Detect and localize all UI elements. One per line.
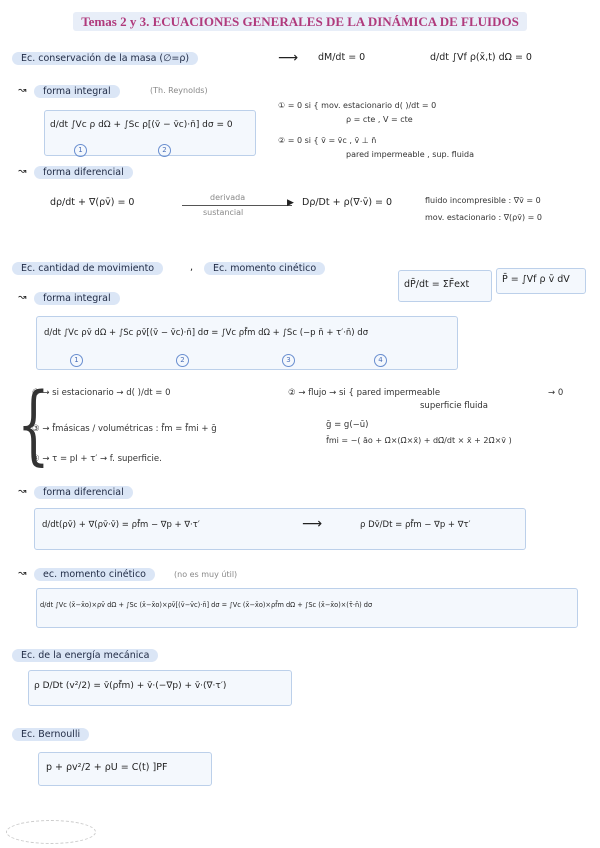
bullet-icon: ↝	[18, 85, 27, 96]
cond-2: ② → flujo → si { pared impermeable	[288, 388, 441, 398]
cond-3a: ḡ = g(−ū)	[326, 420, 369, 430]
mass-cond2a: ② = 0 si { v̄ = v̄c , v̄ ⊥ n̄	[278, 136, 377, 145]
momentum-sep: ,	[190, 262, 194, 273]
bullet-icon: ↝	[18, 486, 27, 497]
energy-heading: Ec. de la energía mecánica	[12, 649, 158, 662]
term-2-badge: 2	[176, 354, 189, 367]
long-arrow-line	[182, 205, 292, 206]
cond-1: ① → si estacionario → d( )/dt = 0	[32, 388, 171, 398]
arrow-label-top: derivada	[210, 193, 246, 202]
arrow-icon: ⟶	[302, 516, 323, 532]
mass-diff-eq2: Dρ/Dt + ρ(∇·v̄) = 0	[302, 197, 393, 208]
momentum-diff-eq2: ρ Dv̄/Dt = ρf̄m − ∇p + ∇τ′	[360, 520, 471, 530]
bullet-icon: ↝	[18, 292, 27, 303]
arrow-icon: ⟶	[278, 50, 299, 66]
cond-2b: superficie fluida	[420, 401, 488, 411]
bernoulli-heading: Ec. Bernoulli	[12, 728, 89, 741]
kinetic-note: (no es muy útil)	[174, 570, 238, 579]
momentum-eq-box1: dP̄/dt = ΣF̄ext	[404, 279, 470, 290]
cond-4: ④ → τ = pI + τ′ → f. superficie.	[32, 454, 162, 464]
kinetic-label: ec. momento cinético	[34, 568, 155, 581]
mass-heading: Ec. conservación de la masa (∅=ρ)	[12, 52, 198, 65]
cond-3: ③ → f̄másicas / volumétricas : f̄m = f̄mi + ḡ	[32, 424, 217, 434]
term-2-badge: 2	[158, 144, 171, 157]
mass-cond1b: ρ = cte , V = cte	[346, 115, 413, 124]
mass-integral-note: (Th. Reynolds)	[150, 86, 208, 95]
cond-2c: → 0	[548, 388, 564, 398]
long-arrow-head-icon: ▶	[287, 198, 294, 208]
term-1-badge: 1	[70, 354, 83, 367]
term-4-badge: 4	[374, 354, 387, 367]
term-1-badge: 1	[74, 144, 87, 157]
momentum-diff-label: forma diferencial	[34, 486, 133, 499]
momentum-integral-eq: d/dt ∫Vc ρv̄ dΩ + ∫Sc ρv̄[(v̄ − v̄c)·n̄] dσ = ∫Vc ρf̄m dΩ + ∫Sc (−p n̄ + τ′·n̄) dσ	[44, 328, 369, 338]
mass-cond1a: ① = 0 si { mov. estacionario d( )/dt = 0	[278, 101, 437, 110]
term-3-badge: 3	[282, 354, 295, 367]
mass-integral-label: forma integral	[34, 85, 120, 98]
momentum-diff-eq: d/dt(ρv̄) + ∇(ρv̄·v̄) = ρf̄m − ∇p + ∇·τ′	[42, 520, 200, 530]
bullet-icon: ↝	[18, 166, 27, 177]
cond-3b: f̄mi = −( āo + Ω̄×(Ω̄×x̄) + dΩ̄/dt × x̄ + 2Ω̄×v̄ )	[326, 436, 512, 445]
energy-eq: ρ D/Dt (v²/2) = v̄(ρf̄m) + v̄·(−∇p) + v̄·(∇·τ′)	[34, 681, 227, 691]
momentum-integral-box	[36, 316, 458, 370]
mass-cond2b: pared impermeable , sup. fluida	[346, 150, 474, 159]
mass-eq2: d/dt ∫Vf ρ(x̄,t) dΩ = 0	[430, 52, 532, 63]
kinetic-eq: d/dt ∫Vc (x̄−x̄o)×ρv̄ dΩ + ∫Sc (x̄−x̄o)×ρv̄[(v̄−v̄c)·n̄] dσ = ∫Vc (x̄−x̄o)×ρf̄m dΩ + ∫Sc (x̄−x̄o)×(τ̄·n̄) dσ	[40, 601, 373, 609]
momentum-heading: Ec. cantidad de movimiento	[12, 262, 163, 275]
kinetic-heading: Ec. momento cinético	[204, 262, 325, 275]
mass-integral-eq: d/dt ∫Vc ρ dΩ + ∫Sc ρ[(v̄ − v̄c)·n̄] dσ = 0	[50, 120, 233, 130]
bullet-icon: ↝	[18, 568, 27, 579]
bernoulli-eq: p + ρv²/2 + ρU = C(t) ]PF	[46, 762, 168, 773]
arrow-label-bottom: sustancial	[203, 208, 244, 217]
momentum-eq-box2: P̄ = ∫Vf ρ v̄ dV	[502, 274, 570, 285]
mass-eq1: dM/dt = 0	[318, 52, 366, 63]
mass-note1: fluido incompresible : ∇v̄ = 0	[425, 196, 541, 205]
mass-diff-label: forma diferencial	[34, 166, 133, 179]
mass-note2: mov. estacionario : ∇(ρv̄) = 0	[425, 213, 542, 222]
mass-diff-eq: dρ/dt + ∇(ρv̄) = 0	[50, 197, 135, 208]
decorative-ring	[6, 820, 96, 844]
left-brace-icon: {	[16, 375, 50, 475]
page-title: Temas 2 y 3. ECUACIONES GENERALES DE LA DINÁMICA DE FLUIDOS	[0, 14, 600, 30]
momentum-integral-label: forma integral	[34, 292, 120, 305]
